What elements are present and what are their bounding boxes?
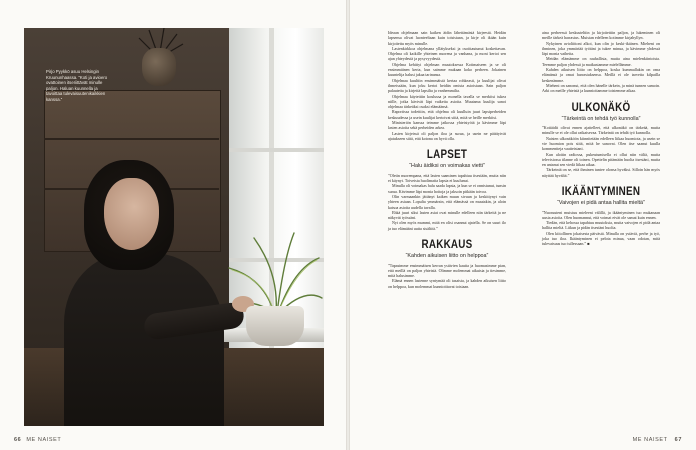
- magazine-name-left: ME NAISET: [26, 437, 62, 443]
- paragraph: Raportissa todettiin, että ohjelma oli kuulluin juuri lapsiperheiden keskuudessa ja usein kuulijat kertoivat siitä, mitä se heille merkitsi.: [388, 109, 506, 120]
- page-number-left: 66: [14, 437, 22, 443]
- paragraph: ”Nuoruuteni muistuu mieleeni välillä, ja ikääntyminen tuo mukanaan uusia asioita. Olen huomannut, että voimat eivät ole samat kuin ennen.: [542, 209, 660, 220]
- photo-window-bar: [229, 148, 324, 152]
- magazine-name-right: ME NAISET: [632, 437, 668, 443]
- paragraph: Ohjelmaa käytettiin koulussa ja monella tavalla se merkitsi tukea niille, jotka kävivät läpi vaikeita asioita. Muutama kuulija sanoi ohjelmaa tärkeäksi osaksi elämäänsä.: [388, 93, 506, 110]
- page-number-right: 67: [674, 437, 682, 443]
- section-quote: “Halu äidiksi on voimakas vietti”: [409, 163, 485, 170]
- paragraph: Ohjelmaa kuultiin ensimmäistä kertaa rohkeasti, ja kuulijat olivat ihmeissään, kun joku kertoi heidän omista asioistaan. Sain paljon palautetta ja kirjeitä lapsilta ja vanhemmilta.: [388, 77, 506, 94]
- text-column-1: [388, 30, 506, 289]
- paragraph: ”Kotiäidit olivat ennen ajattelleet, että ulkonäkö on tärkeää, mutta minulle se ei ole ollut ratkaisevaa. Tärkeintä on tehdä työ kunnolla.: [542, 125, 660, 136]
- section-lapset: [388, 148, 506, 170]
- paragraph-text: Olen kiitollinen jokaisesta päivästä. Minulla on ystäviä, perhe ja työ, joka tuo iloa. Ikääntyminen ei pelota minua, vaan odotan, mitä tulevaisuus tuo tullessaan.”: [542, 230, 660, 247]
- paragraph: Nyt olen myös mummi, mitä en olisi osannut ajatella. Se on suuri ilo ja tuo elämääni uutta sisältöä.”: [388, 220, 506, 231]
- paragraph: Ehkä juuri siksi lasten asiat ovat minulle edelleen niin tärkeitä ja ne näkyvät työssäni.: [388, 209, 506, 221]
- section-quote: “Tärkeintä on tehdä työ kunnolla”: [561, 115, 641, 122]
- paragraph: Naisten ulkonäköön kiinnitetään edelleen liikaa huomiota, ja usein se vie huomion pois siitä, mitä he sanovat. Olen itse saanut kuulla kommentteja vaatteistani.: [542, 135, 660, 152]
- section-rakkaus: [388, 238, 506, 260]
- section-heading: RAKKAUS: [421, 237, 473, 251]
- paragraph: Ideaan ohjelmaan sain kaiken äidin lähettämästä kirjeestä. Heidän lapsensa olivat luonteeltaan kuin toisistaan, ja kirje oli ikään kuin kirjoitettu myös minulle.: [388, 30, 506, 46]
- paragraph: Ohjelma kehittyi ohjelman muutoksessa Kotimaiseen ja se oli ensimmäinen kerta, kun saimme mukaan koko perheen. Jokainen kuuntelija halusi jakaa tarinansa.: [388, 61, 506, 78]
- footer-right: [633, 437, 682, 443]
- paragraph: Meidän elämämme on rauhallista, mutta aina mielenkiintoista. Teemme paljon yhdessä ja matkustamme mielellämme.: [542, 56, 660, 67]
- section-ikaantyminen: [542, 185, 660, 207]
- section-quote: “Vaivojen ei pidä antaa hallita mieltä”: [557, 200, 645, 207]
- paragraph: Mieheni on sanonut, että olen hänelle tärkein, ja minä tunnen samoin. Arki on meille yhteistä ja kunnioitamme toistemme aikaa.: [542, 82, 660, 94]
- paragraph: Elämä ennen lastenne syntymää oli tasaista, ja kahden aikuisen liitto on helppoa, kun molemmat kunnioittavat toisiaan.: [388, 278, 506, 289]
- paragraph: Lasten kirjeissä oli paljon iloa ja surua, ja usein ne päättyivät ajatukseen siitä, että kotona on hyvä olla.: [388, 130, 506, 141]
- section-ulkonako: [542, 101, 660, 123]
- footer-left: [14, 437, 61, 443]
- text-column-2: [542, 30, 660, 247]
- paragraph: Olin varmaankin jättänyt kaiken muun sivuun ja keskittynyt vain yhteen asiaan. Lopulta ymmärsin, että elämässä on muutakin, ja aloin katsoa asioita uudella tavalla.: [388, 193, 506, 210]
- paragraph: Tiedän, että kehossa tapahtuu muutoksia, mutta vaivojen ei pidä antaa hallita mieltä. Liikun ja pidän itsestäni huolta.: [542, 220, 660, 231]
- end-mark: ■: [587, 241, 590, 247]
- paragraph: Ministeriön kanssa teimme jatkossa yhteistyötä ja kävimme läpi lasten asioita sekä perheiden arkea.: [388, 120, 506, 131]
- paragraph: Lastenkirkkoa ohjelmana yllätykseksi ja osoittautunut koskettavan. Ohjelma oli kaikille yhteinen nuorena ja vanhana, ja moni kertoi sen ajan yhteydestä ja pysyvyydestä.: [388, 45, 506, 62]
- paragraph: Kahden aikuisen liitto on helppoa, koska kummallakin on oma elämänsä ja omat harrastuksensa. Meillä ei ole tarvetta kilpailla keskenämme.: [542, 67, 660, 83]
- section-heading: ULKONÄKÖ: [571, 99, 631, 114]
- photo-vase: [142, 48, 176, 86]
- photo-caption: Pirjo Pyykkö asuu Helsingin Kruununhaassa. “Koti ja avioero ovattoinen itseriittävät minulle paljon. Haluan kuunnella ja tavoittaa tulevaisuutenikaikkien kanssa.”: [46, 69, 108, 102]
- photo-person-face: [104, 178, 159, 250]
- photo-plant-pot: [246, 306, 304, 346]
- paragraph: Minulla oli voimakas halu saada lapsia, ja kun se ei onnistunut, tunsin surua. Kävimme läpi monia hoitoja ja jaksoin pitkään toivoa.: [388, 183, 506, 194]
- paragraph: Tärkeintä on se, että ihminen tuntee olonsa hyväksi. Silloin hän myös näyttää hyvältä.”: [542, 167, 660, 178]
- photo-person-body: [64, 253, 224, 426]
- paragraph: aina perheessä keskusteltiin ja kirjoitettiin paljon, ja lukeminen oli meille tärkeä harrastus. Muistan edelleen kotimme kirjahyllyn.: [542, 30, 660, 41]
- paragraph: [542, 231, 660, 247]
- paragraph: Nykyinen avioliittoni alkoi, kun olin jo keski-ikäinen. Mieheni on ihminen, joka ymmärtää työtäni ja tukee minua, ja kävimme yhdessä läpi monia vaiheita.: [542, 40, 660, 57]
- paragraph: ”Oletin nuorempana, että lasten saaminen tapahtuu itsestään, mutta niin ei käynyt. Toiveista huolimatta lapsia ei kuulunut.: [388, 172, 506, 184]
- paragraph: Kun aloitin radiossa, pukeutumisella ei ollut niin väliä, mutta televisiossa tilanne oli toinen. Opettelin pitämään huolta itsestäni, mutta en antanut sen viedä liikaa aikaa.: [542, 151, 660, 168]
- section-heading: IKÄÄNTYMINEN: [561, 184, 641, 199]
- left-page: [0, 0, 346, 450]
- photo-cabinet-shelf: [44, 138, 219, 140]
- right-page: [350, 0, 696, 450]
- section-heading: LAPSET: [426, 147, 468, 162]
- paragraph: ”Tapasimme ensimmäisen kerran ystävien kautta ja huomasimme pian, että meillä on paljon yhteistä. Olimme molemmat aikuisia ja tiesimme, mitä halusimme.: [388, 262, 506, 279]
- section-quote: “Kahden aikuisen liitto on helppoa”: [405, 253, 489, 259]
